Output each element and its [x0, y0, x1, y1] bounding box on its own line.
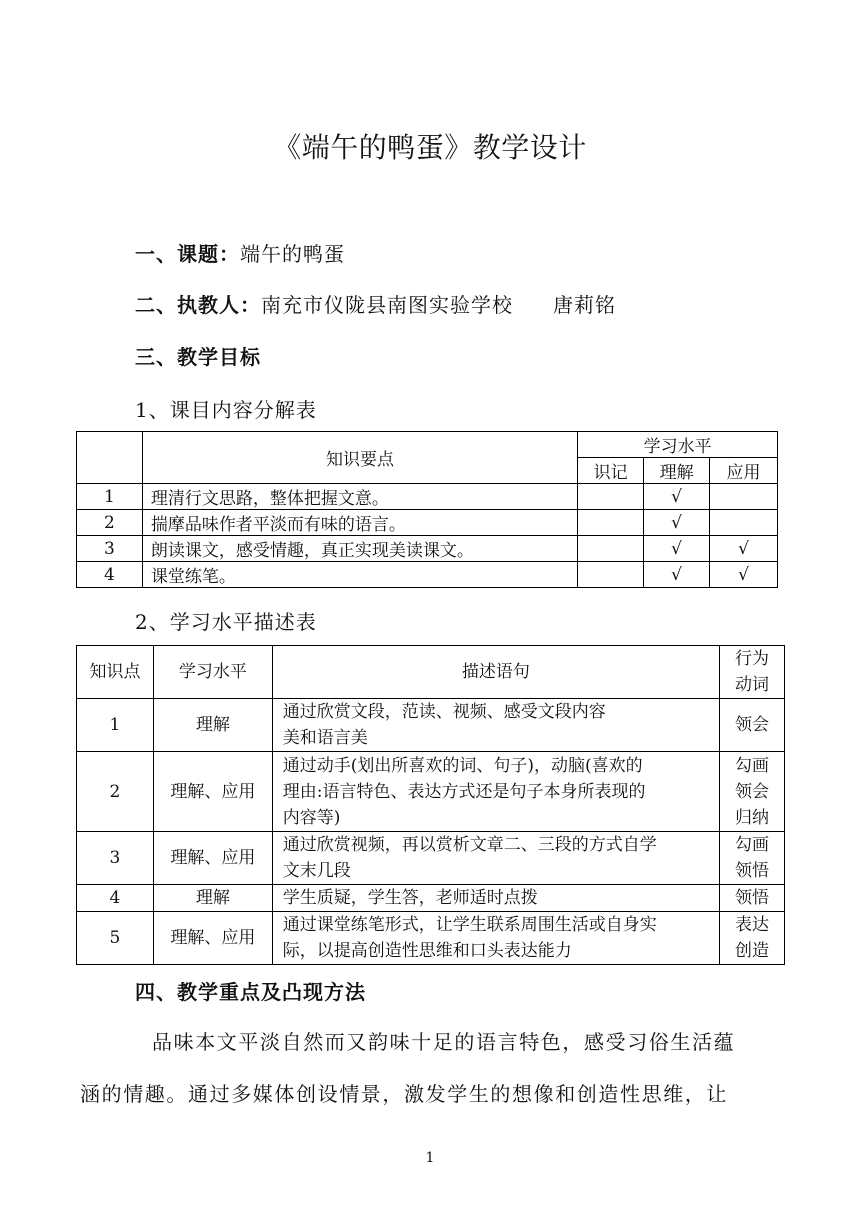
- table-row: [77, 752, 785, 832]
- row-verb: [720, 912, 785, 965]
- row-number: 1: [77, 699, 154, 752]
- table1-header-level1: 识记: [578, 458, 644, 484]
- row-description: [272, 752, 719, 832]
- row-level: 理解: [153, 885, 272, 912]
- row-verb-line: 领会: [735, 781, 770, 802]
- row-verb-line: 领悟: [735, 861, 770, 881]
- row-verb-line: 勾画: [735, 835, 770, 855]
- table-row: [77, 832, 785, 885]
- paragraph-line-2: 涵的情趣。通过多媒体创设情景，激发学生的想像和创造性思维，让: [80, 1082, 728, 1106]
- check-cell: √: [644, 484, 710, 510]
- section-key-points-label: 四、教学重点及凸现方法: [135, 980, 366, 1004]
- row-level: 理解: [153, 699, 272, 752]
- row-description: [272, 699, 719, 752]
- check-cell: √: [644, 510, 710, 536]
- row-description-line: 文末几段: [282, 861, 351, 881]
- table2-header-desc: 描述语句: [272, 646, 719, 699]
- row-level: 理解、应用: [153, 832, 272, 885]
- row-description-line: 通过欣赏视频，再以赏析文章二、三段的方式自学: [282, 835, 657, 855]
- row-level: 理解、应用: [153, 752, 272, 832]
- row-description-line: 理由:语言特色、表达方式还是句子本身所表现的: [282, 781, 646, 802]
- row-text: 揣摩品味作者平淡而有味的语言。: [142, 510, 577, 536]
- table1-caption: 1、课目内容分解表: [135, 398, 317, 422]
- row-description: [272, 832, 719, 885]
- check-cell: √: [644, 536, 710, 562]
- section-topic-value: 端午的鸭蛋: [240, 242, 345, 266]
- section-teacher: [135, 289, 616, 318]
- row-number: 3: [77, 832, 154, 885]
- row-number: 4: [77, 885, 154, 912]
- check-cell: √: [644, 562, 710, 588]
- table2-header-verb: [720, 646, 785, 699]
- table-row: [77, 699, 785, 752]
- table-row: [77, 912, 785, 965]
- table1-header-knowledge: 知识要点: [142, 432, 577, 484]
- row-description-line: 学生质疑，学生答，老师适时点拨: [282, 888, 538, 908]
- table-row: [77, 536, 778, 562]
- table2-header-point: 知识点: [77, 646, 154, 699]
- section-topic: [135, 238, 345, 267]
- row-verb: [720, 832, 785, 885]
- row-description-line: 通过动手(划出所喜欢的词、句子)，动脑(喜欢的: [282, 755, 643, 776]
- check-cell: [578, 536, 644, 562]
- row-number: 2: [77, 510, 143, 536]
- row-description-line: 通过欣赏文段，范读、视频、感受文段内容: [282, 702, 606, 722]
- paragraph-line-1: [80, 1016, 775, 1068]
- table2-header-verb-line2: 动词: [735, 675, 770, 695]
- table-row: [77, 562, 778, 588]
- row-description-line: 内容等): [282, 807, 341, 828]
- row-level: 理解、应用: [153, 912, 272, 965]
- section-topic-label: 一、课题：: [135, 242, 240, 266]
- row-verb-line: 归纳: [735, 807, 770, 828]
- section-goals-label: 三、教学目标: [135, 345, 261, 369]
- check-cell: √: [710, 562, 778, 588]
- section-teacher-school: 南充市仪陇县南图实验学校: [261, 293, 513, 317]
- check-cell: [710, 484, 778, 510]
- row-verb-line: 勾画: [735, 755, 770, 776]
- table-row: [77, 484, 778, 510]
- table1-header-level2: 理解: [644, 458, 710, 484]
- row-text: 朗读课文，感受情趣，真正实现美读课文。: [142, 536, 577, 562]
- row-verb-line: 领悟: [735, 888, 770, 908]
- row-description: [272, 912, 719, 965]
- page-number: 1: [425, 1150, 435, 1166]
- section-teacher-name: 唐莉铭: [553, 293, 616, 317]
- table-row: [77, 510, 778, 536]
- table-row: [77, 885, 785, 912]
- row-number: 3: [77, 536, 143, 562]
- row-verb: [720, 699, 785, 752]
- page-title: 《端午的鸭蛋》教学设计: [273, 131, 587, 164]
- table2-caption: 2、学习水平描述表: [135, 610, 317, 634]
- content-breakdown-table: [76, 431, 778, 588]
- row-verb-line: 表达: [735, 915, 770, 935]
- row-description-line: 际，以提高创造性思维和口头表达能力: [282, 941, 572, 961]
- row-number: 1: [77, 484, 143, 510]
- table1-header-level3: 应用: [710, 458, 778, 484]
- row-verb-line: 领会: [735, 715, 770, 735]
- section-teacher-label: 二、执教人：: [135, 293, 261, 317]
- level-description-table: [76, 645, 785, 965]
- body-paragraph: [80, 1016, 775, 1120]
- row-verb-line: 创造: [735, 941, 770, 961]
- check-cell: [578, 484, 644, 510]
- table2-header-level: 学习水平: [153, 646, 272, 699]
- row-description-line: 通过课堂练笔形式，让学生联系周围生活或自身实: [282, 915, 657, 935]
- paragraph-line-1-text: 品味本文平淡自然而又韵味十足的语言特色，感受习俗生活蕴: [152, 1030, 736, 1054]
- section-key-points: [135, 976, 366, 1005]
- row-verb: [720, 885, 785, 912]
- row-number: 5: [77, 912, 154, 965]
- row-verb: [720, 752, 785, 832]
- row-text: 理清行文思路，整体把握文意。: [142, 484, 577, 510]
- table2-header-verb-line1: 行为: [735, 649, 770, 669]
- row-number: 2: [77, 752, 154, 832]
- row-text: 课堂练笔。: [142, 562, 577, 588]
- check-cell: [578, 562, 644, 588]
- table1-header-empty: [77, 432, 143, 484]
- row-description-line: 美和语言美: [282, 728, 368, 748]
- check-cell: [710, 510, 778, 536]
- check-cell: √: [710, 536, 778, 562]
- row-description: [272, 885, 719, 912]
- check-cell: [578, 510, 644, 536]
- row-number: 4: [77, 562, 143, 588]
- section-goals: [135, 341, 261, 370]
- table1-header-level: 学习水平: [578, 432, 778, 458]
